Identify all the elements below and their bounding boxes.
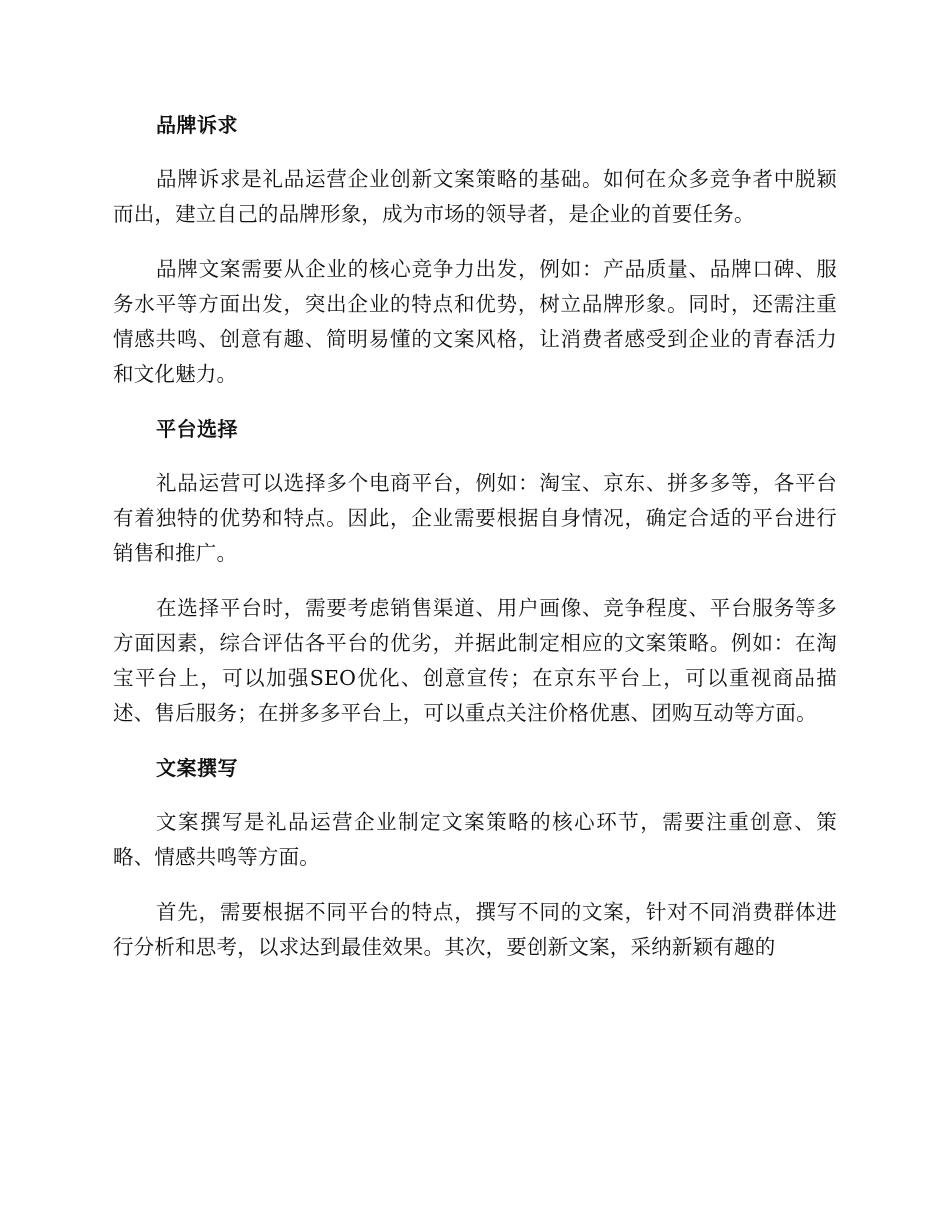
section-platform-choice	[113, 412, 837, 731]
section-heading: 文案撰写	[156, 756, 238, 780]
paragraph: 首先，需要根据不同平台的特点，撰写不同的文案，针对不同消费群体进行分析和思考，以求达到最佳效果。其次，要创新文案，采纳新颖有趣的	[113, 900, 837, 959]
section-heading: 平台选择	[156, 417, 238, 441]
paragraph: 在选择平台时，需要考虑销售渠道、用户画像、竞争程度、平台服务等多方面因素，综合评估各平台的优劣，并据此制定相应的文案策略。例如：在淘宝平台上，可以加强SEO优化、创意宣传；在京东平台上，可以重视商品描述、售后服务；在拼多多平台上，可以重点关注价格优惠、团购互动等方面。	[113, 596, 837, 725]
paragraph: 文案撰写是礼品运营企业制定文案策略的核心环节，需要注重创意、策略、情感共鸣等方面。	[113, 810, 837, 869]
section-heading: 品牌诉求	[156, 113, 238, 137]
paragraph: 品牌文案需要从企业的核心竞争力出发，例如：产品质量、品牌口碑、服务水平等方面出发，突出企业的特点和优势，树立品牌形象。同时，还需注重情感共鸣、创意有趣、简明易懂的文案风格，让消费者感受到企业的青春活力和文化魅力。	[113, 257, 837, 386]
document-page	[113, 108, 837, 985]
section-copywriting	[113, 751, 837, 965]
paragraph: 品牌诉求是礼品运营企业创新文案策略的基础。如何在众多竞争者中脱颖而出，建立自己的品牌形象，成为市场的领导者，是企业的首要任务。	[113, 167, 837, 226]
paragraph: 礼品运营可以选择多个电商平台，例如：淘宝、京东、拼多多等，各平台有着独特的优势和特点。因此，企业需要根据自身情况，确定合适的平台进行销售和推广。	[113, 471, 837, 565]
section-brand-appeal	[113, 108, 837, 392]
